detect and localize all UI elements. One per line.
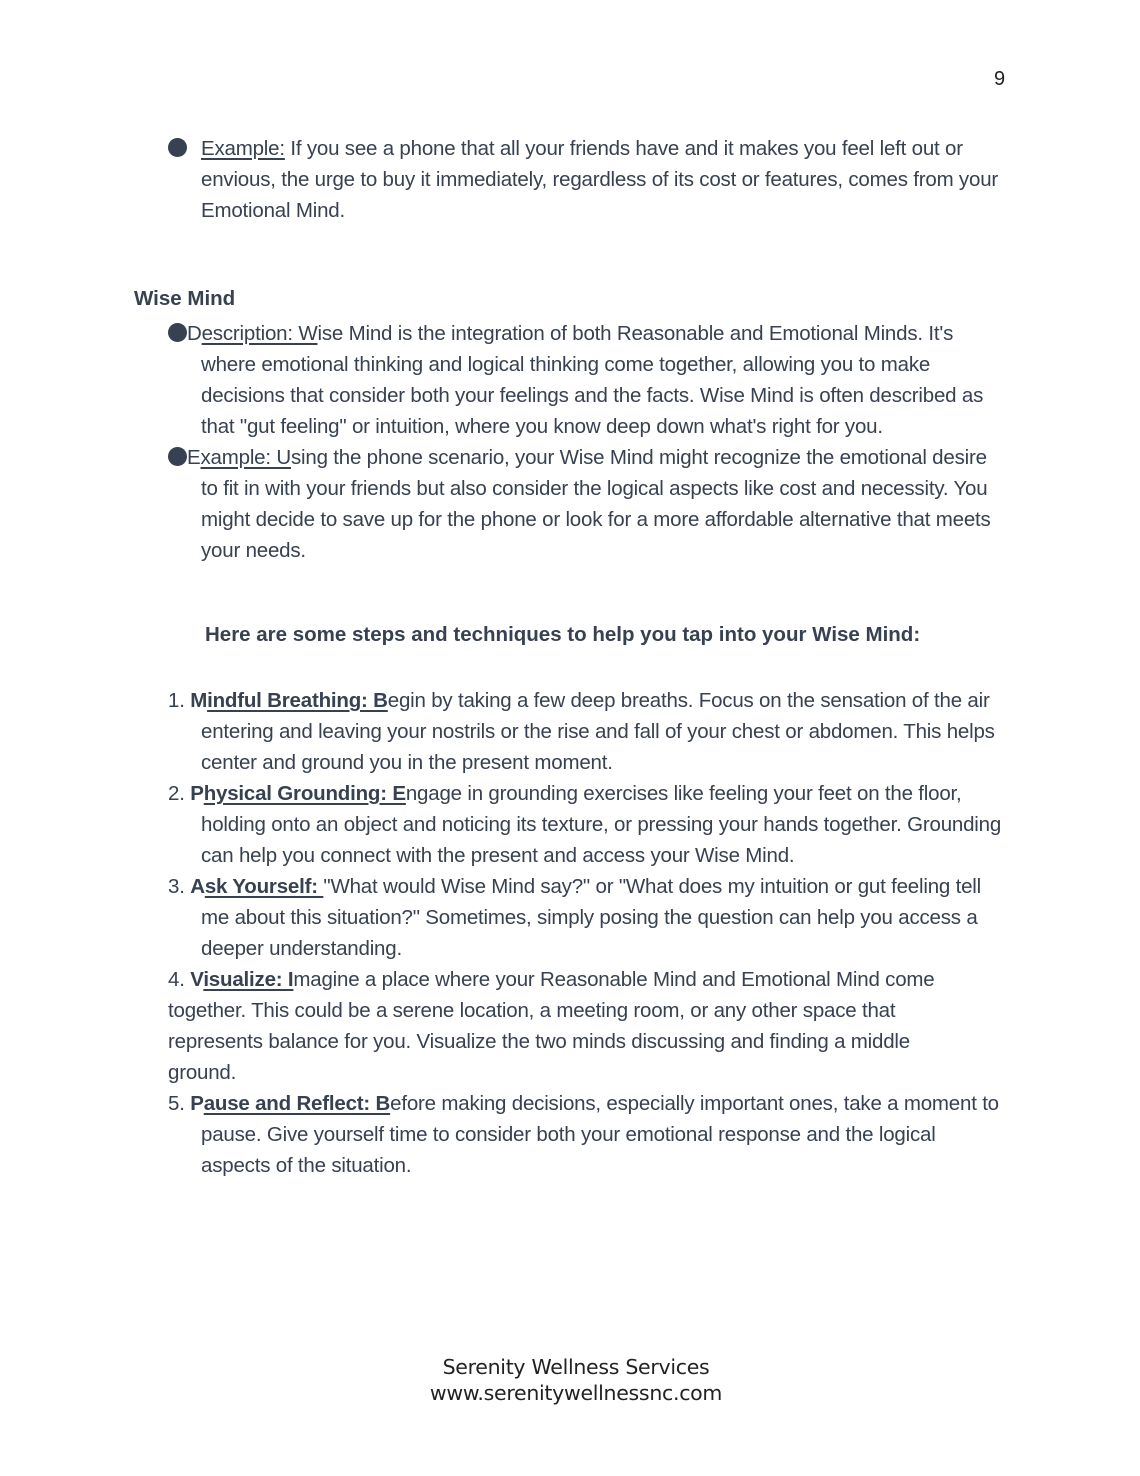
bullet-icon: [168, 447, 187, 466]
steps-heading: Here are some steps and techniques to help you tap into your Wise Mind:: [205, 623, 921, 646]
step-item: 2. Physical Grounding: Engage in grounding exercises like feeling your feet on the floor, holding onto an object and noticing its texture, or pressing your hands together. Grounding can help you connect with the present and access your Wise Mind.: [168, 782, 1002, 867]
desc-first: D: [187, 322, 202, 345]
footer-website-url: www.serenitywellnessnc.com: [429, 1381, 723, 1405]
desc-text: ise Mind is the integration of both Reasonable and Emotional Minds. It's where emotional thinking and logical thinking come together, allowing you to make decisions that consider both your feelings and the facts. Wise Mind is often described as that "gut feeling" or intuition, where you know deep down what's right for you.: [201, 322, 984, 438]
steps-list: [168, 685, 1008, 1181]
example-label: xample: U: [200, 446, 291, 469]
step-item: 5. Pause and Reflect: Before making decisions, especially important ones, take a moment to pause. Give yourself time to consider both your emotional response and the logical aspects of the situation.: [168, 1092, 999, 1177]
example-label: Example:: [201, 137, 285, 160]
section-heading-wise-mind: Wise Mind: [134, 287, 236, 310]
step-item: 1. Mindful Breathing: Begin by taking a few deep breaths. Focus on the sensation of the air entering and leaving your nostrils or the rise and fall of your chest or abdomen. This helps center and ground you in the present moment.: [168, 689, 995, 774]
wise-mind-example: [168, 442, 1008, 566]
example-first: E: [187, 446, 201, 469]
page-footer: [0, 1354, 1140, 1406]
emotional-mind-example: [168, 133, 1008, 226]
wise-mind-list: [168, 318, 1008, 566]
page-number: 9: [994, 68, 1006, 90]
bullet-icon: [168, 138, 187, 157]
step-item: 3. Ask Yourself: "What would Wise Mind say?" or "What does my intuition or gut feeling tell me about this situation?" Sometimes, simply posing the question can help you access a deeper understanding.: [168, 875, 982, 960]
footer-company-name: Serenity Wellness Services: [442, 1355, 710, 1379]
bullet-icon: [168, 323, 187, 342]
desc-label: escription: W: [201, 322, 318, 345]
example-text: If you see a phone that all your friends have and it makes you feel left out or envious, the urge to buy it immediately, regardless of its cost or features, comes from your Emotional Mind.: [201, 137, 999, 222]
step-item: 4. Visualize: Imagine a place where your Reasonable Mind and Emotional Mind come together. This could be a serene location, a meeting room, or any other space that represents balance for you. Visualize the two minds discussing and finding a middle ground.: [168, 968, 935, 1084]
wise-mind-description: [168, 318, 1008, 442]
example-text: sing the phone scenario, your Wise Mind might recognize the emotional desire to fit in with your friends but also consider the logical aspects like cost and necessity. You might decide to save up for the phone or look for a more affordable alternative that meets your needs.: [201, 446, 991, 562]
